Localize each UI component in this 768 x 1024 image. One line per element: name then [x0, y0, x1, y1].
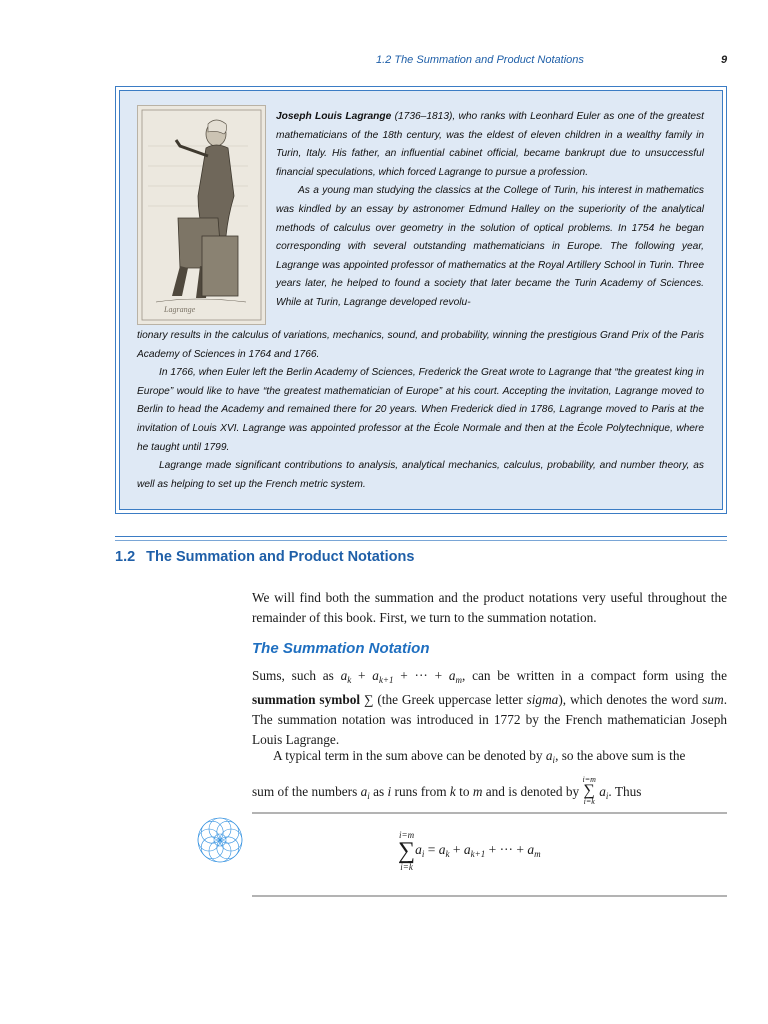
inline-summation: i=m ∑ i=k	[582, 775, 596, 806]
subsection-title: The Summation Notation	[252, 640, 430, 657]
bio-paragraph-2-bottom: tionary results in the calculus of variations, mechanics, sound, and probability, winning the prestigious Grand Prix of the Paris Academy of Sciences in 1764 and 1766.	[137, 330, 704, 360]
s1-text-e: . The summation notation was introduced in 1772 by the French mathematician Joseph Louis Lagrange.	[252, 692, 728, 747]
section-number: 1.2	[115, 549, 136, 565]
section-title: The Summation and Product Notations	[146, 549, 415, 565]
s2-text-b: , so the above sum is the	[555, 748, 686, 763]
section-heading	[115, 549, 414, 565]
sigma-symbol: ∑	[363, 692, 374, 707]
intro-text: We will find both the summation and the product notations very useful throughout the remainder of this book. First, we turn to the summation notation.	[252, 590, 727, 625]
running-title: 1.2 The Summation and Product Notations	[376, 54, 584, 66]
s1-text-a: Sums, such as	[252, 668, 341, 683]
running-head	[0, 54, 768, 70]
lagrange-portrait-image	[137, 105, 266, 325]
summation-symbol-term: summation symbol	[252, 692, 361, 707]
bio-paragraph-2-top: As a young man studying the classics at the College of Turin, his interest in mathematics was kindled by an essay by astronomer Edmund Halley on the superiority of the analytical methods of calculus over geometry in the solution of optical problems. In 1754 he began corresponding with several outstanding mathematicians in Europe. The following year, Lagrange was appointed professor of mathematics at the Royal Artillery School in Turin. Three years later, he helped to found a society that later became the Turin Academy of Sciences. While at Turin, Lagrange developed revolu-	[276, 185, 704, 308]
s2-text-c: sum of the numbers	[252, 784, 361, 800]
sigma-word: sigma	[526, 692, 559, 707]
bio-intro: (1736–1813), who ranks with Leonhard Euler as one of the greatest mathematicians of the 18th century, was the eldest of eleven children in a wealthy family in Turin, Italy. His father, an influential cabinet official, became bankrupt due to unsuccessful financial speculations, which forced Lagrange to pursue a profession.	[276, 111, 704, 178]
section-rule-thin	[115, 540, 727, 541]
summation-symbol: i=m ∑ i=k	[398, 830, 416, 872]
s2-text-f: to	[455, 784, 473, 800]
bio-name: Joseph Louis Lagrange	[276, 111, 392, 122]
sum-word: sum	[702, 692, 724, 707]
summation-paragraph-2: A typical term in the sum above can be denoted by $a_i$, so the above sum is the sum of the numbers $a_i$ as i runs from k to m and is denoted by i=m ∑ i=k $a_i$. Thus	[252, 748, 686, 806]
summation-formula: i=m ∑ i=k $a_i = a_k + a_{k+1}$ + ··· + $a_m$	[398, 830, 541, 872]
spirograph-icon	[195, 815, 245, 865]
bio-paragraph-4: Lagrange made significant contributions to analysis, analytical mechanics, calculus, probability, and number theory, as well as helping to set up the French metric system.	[137, 460, 704, 490]
page-number: 9	[721, 54, 728, 66]
svg-text:Lagrange: Lagrange	[164, 305, 196, 314]
s2-text-g: and is denoted by	[482, 784, 583, 800]
section-rule	[115, 536, 727, 537]
s2-text-d: as	[369, 784, 388, 800]
s1-text-c: (the Greek uppercase letter	[373, 692, 527, 707]
bio-paragraph-3: In 1766, when Euler left the Berlin Academy of Sciences, Frederick the Great wrote to Lagrange that “the greatest king in Europe” would like to have “the greatest mathematician of Europe” at his court. Accepting the invitation, Lagrange moved to Berlin to head the Academy and remained there for 20 years. When Frederick died in 1786, Lagrange moved to Paris at the invitation of Louis XVI. Lagrange was appointed professor at the École Normale and then at the École Polytechnique, where he taught until 1799.	[137, 367, 704, 453]
summation-paragraph-1	[252, 666, 727, 750]
formula-rule-top	[252, 812, 727, 814]
s2-text-a: A typical term in the sum above can be denoted by	[273, 748, 546, 763]
s2-text-h: . Thus	[608, 784, 642, 800]
biography-text-upper	[276, 108, 704, 313]
sum-expression: $a_k + a_{k+1}$ + ··· + $a_m$	[340, 668, 462, 685]
s1-text-b: , can be written in a compact form using the	[461, 668, 727, 683]
biography-text-lower	[137, 327, 704, 494]
s2-text-e: runs from	[391, 784, 450, 800]
intro-paragraph	[252, 588, 727, 628]
formula-rule-bottom	[252, 895, 727, 897]
s1-text-d: ), which denotes the word	[558, 692, 703, 707]
